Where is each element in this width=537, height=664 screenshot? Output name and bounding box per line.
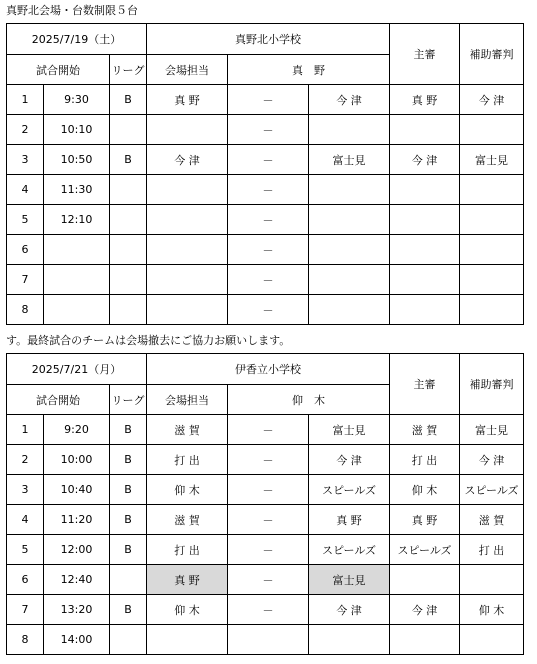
start-time-cell: 12:00	[44, 535, 110, 565]
assistant-referee-cell: 今 津	[460, 85, 524, 115]
team-cell: 今 津	[309, 445, 390, 475]
assistant-referee-cell	[460, 115, 524, 145]
separator-cell: －	[228, 205, 309, 235]
main-referee-cell	[390, 625, 460, 655]
notice-caption: す。最終試合のチームは会場撤去にご協力お願いします。	[6, 334, 291, 347]
assistant-referee-cell	[460, 175, 524, 205]
venue-manager-cell: 仰 木	[147, 595, 228, 625]
table-row	[7, 445, 524, 475]
match-number-cell: 4	[7, 175, 44, 205]
assistant-referee-cell: 今 津	[460, 445, 524, 475]
team-cell	[309, 205, 390, 235]
team-cell: スピールズ	[309, 475, 390, 505]
league-cell: B	[110, 535, 147, 565]
team-cell	[309, 625, 390, 655]
start-time-cell: 14:00	[44, 625, 110, 655]
league-header: リーグ	[110, 55, 147, 85]
league-cell: B	[110, 415, 147, 445]
start-time-cell	[44, 265, 110, 295]
start-header: 試合開始	[7, 385, 110, 415]
league-cell	[110, 235, 147, 265]
venue-manager-cell	[147, 175, 228, 205]
match-number-cell: 8	[7, 625, 44, 655]
league-cell: B	[110, 475, 147, 505]
table-row	[7, 505, 524, 535]
separator-cell: －	[228, 145, 309, 175]
start-time-cell: 9:20	[44, 415, 110, 445]
match-number-cell: 2	[7, 115, 44, 145]
match-number-cell: 7	[7, 595, 44, 625]
assistant-referee-cell: 打 出	[460, 535, 524, 565]
team-cell: 今 津	[309, 85, 390, 115]
league-cell	[110, 265, 147, 295]
main-referee-cell	[390, 565, 460, 595]
match-number-cell: 2	[7, 445, 44, 475]
start-time-cell: 10:00	[44, 445, 110, 475]
assistant-referee-cell: 仰 木	[460, 595, 524, 625]
venue-manager-cell: 滋 賀	[147, 505, 228, 535]
venue-manager-cell: 仰 木	[147, 475, 228, 505]
main-referee-cell	[390, 295, 460, 325]
assistant-referee-cell: 滋 賀	[460, 505, 524, 535]
main-referee-cell: 真 野	[390, 505, 460, 535]
main-referee-cell	[390, 235, 460, 265]
separator-cell	[228, 625, 309, 655]
start-time-cell: 13:20	[44, 595, 110, 625]
start-time-cell	[44, 235, 110, 265]
separator-cell: －	[228, 295, 309, 325]
assistant-referee-header: 補助審判	[460, 354, 524, 415]
separator-cell: －	[228, 535, 309, 565]
table-row	[7, 205, 524, 235]
separator-cell: －	[228, 415, 309, 445]
assistant-referee-cell	[460, 295, 524, 325]
team-cell: 富士見	[309, 145, 390, 175]
league-cell: B	[110, 505, 147, 535]
assistant-referee-cell: 富士見	[460, 145, 524, 175]
separator-cell: －	[228, 505, 309, 535]
start-time-cell: 10:40	[44, 475, 110, 505]
match-number-cell: 1	[7, 415, 44, 445]
separator-cell: －	[228, 595, 309, 625]
schedule-table-2	[6, 353, 524, 655]
match-number-cell: 4	[7, 505, 44, 535]
team-cell	[309, 175, 390, 205]
start-time-cell: 12:40	[44, 565, 110, 595]
team-cell	[309, 295, 390, 325]
league-cell	[110, 175, 147, 205]
league-header: リーグ	[110, 385, 147, 415]
team-cell: スピールズ	[309, 535, 390, 565]
main-referee-header: 主審	[390, 24, 460, 85]
table-row	[7, 175, 524, 205]
separator-cell: －	[228, 265, 309, 295]
venue-manager-cell	[147, 235, 228, 265]
start-time-cell: 12:10	[44, 205, 110, 235]
table-row	[7, 145, 524, 175]
assistant-referee-cell: スピールズ	[460, 475, 524, 505]
league-cell: B	[110, 595, 147, 625]
table-row	[7, 265, 524, 295]
match-number-cell: 5	[7, 205, 44, 235]
start-time-cell	[44, 295, 110, 325]
main-referee-header: 主審	[390, 354, 460, 415]
assistant-referee-cell	[460, 265, 524, 295]
separator-cell: －	[228, 565, 309, 595]
main-referee-cell: 打 出	[390, 445, 460, 475]
main-referee-cell: 今 津	[390, 145, 460, 175]
venue-name: 伊香立小学校	[147, 354, 390, 385]
assistant-referee-cell	[460, 235, 524, 265]
match-number-cell: 3	[7, 145, 44, 175]
main-referee-cell: 滋 賀	[390, 415, 460, 445]
venue-manager-cell: 打 出	[147, 535, 228, 565]
date-cell: 2025/7/19（土）	[7, 24, 147, 55]
main-referee-cell	[390, 265, 460, 295]
main-referee-cell: 仰 木	[390, 475, 460, 505]
separator-cell: －	[228, 85, 309, 115]
venue-manager-cell	[147, 115, 228, 145]
start-time-cell: 10:10	[44, 115, 110, 145]
table-row	[7, 565, 524, 595]
table-row	[7, 595, 524, 625]
table-row	[7, 415, 524, 445]
venue-manager-cell	[147, 265, 228, 295]
assistant-referee-cell	[460, 565, 524, 595]
league-cell	[110, 205, 147, 235]
start-time-cell: 10:50	[44, 145, 110, 175]
separator-cell: －	[228, 115, 309, 145]
match-number-cell: 8	[7, 295, 44, 325]
match-number-cell: 6	[7, 235, 44, 265]
start-time-cell: 11:20	[44, 505, 110, 535]
match-number-cell: 6	[7, 565, 44, 595]
table-row	[7, 535, 524, 565]
table-row	[7, 475, 524, 505]
league-cell	[110, 625, 147, 655]
team-cell: 富士見	[309, 415, 390, 445]
table-row	[7, 235, 524, 265]
assistant-referee-cell	[460, 205, 524, 235]
match-number-cell: 7	[7, 265, 44, 295]
league-cell	[110, 565, 147, 595]
match-number-cell: 1	[7, 85, 44, 115]
venue-manager-cell	[147, 625, 228, 655]
team-cell	[309, 235, 390, 265]
league-cell: B	[110, 445, 147, 475]
separator-cell: －	[228, 445, 309, 475]
venue-manager-cell	[147, 205, 228, 235]
main-referee-cell	[390, 115, 460, 145]
team-cell	[309, 115, 390, 145]
assistant-referee-cell: 富士見	[460, 415, 524, 445]
venue-manager-cell: 滋 賀	[147, 415, 228, 445]
match-number-cell: 3	[7, 475, 44, 505]
venue-name: 真野北小学校	[147, 24, 390, 55]
venue-manager-cell: 今 津	[147, 145, 228, 175]
main-referee-cell: 真 野	[390, 85, 460, 115]
assistant-referee-header: 補助審判	[460, 24, 524, 85]
table-row	[7, 625, 524, 655]
start-time-cell: 11:30	[44, 175, 110, 205]
date-cell: 2025/7/21（月）	[7, 354, 147, 385]
league-cell	[110, 115, 147, 145]
venue-manager-header: 会場担当	[147, 385, 228, 415]
venue-caption: 真野北会場・台数制限５台	[6, 4, 138, 17]
league-cell	[110, 295, 147, 325]
start-header: 試合開始	[7, 55, 110, 85]
team-cell: 富士見	[309, 565, 390, 595]
table-row	[7, 295, 524, 325]
main-referee-cell: 今 津	[390, 595, 460, 625]
main-referee-cell: スピールズ	[390, 535, 460, 565]
venue-manager-cell	[147, 295, 228, 325]
venue-manager-header: 会場担当	[147, 55, 228, 85]
venue-team-header: 真 野	[228, 55, 390, 85]
start-time-cell: 9:30	[44, 85, 110, 115]
main-referee-cell	[390, 205, 460, 235]
team-cell	[309, 265, 390, 295]
separator-cell: －	[228, 475, 309, 505]
match-number-cell: 5	[7, 535, 44, 565]
team-cell: 真 野	[309, 505, 390, 535]
separator-cell: －	[228, 235, 309, 265]
separator-cell: －	[228, 175, 309, 205]
schedule-table-1	[6, 23, 524, 325]
main-referee-cell	[390, 175, 460, 205]
venue-team-header: 仰 木	[228, 385, 390, 415]
venue-manager-cell: 真 野	[147, 565, 228, 595]
table-row	[7, 115, 524, 145]
league-cell: B	[110, 145, 147, 175]
assistant-referee-cell	[460, 625, 524, 655]
venue-manager-cell: 真 野	[147, 85, 228, 115]
venue-manager-cell: 打 出	[147, 445, 228, 475]
league-cell: B	[110, 85, 147, 115]
table-row	[7, 85, 524, 115]
team-cell: 今 津	[309, 595, 390, 625]
